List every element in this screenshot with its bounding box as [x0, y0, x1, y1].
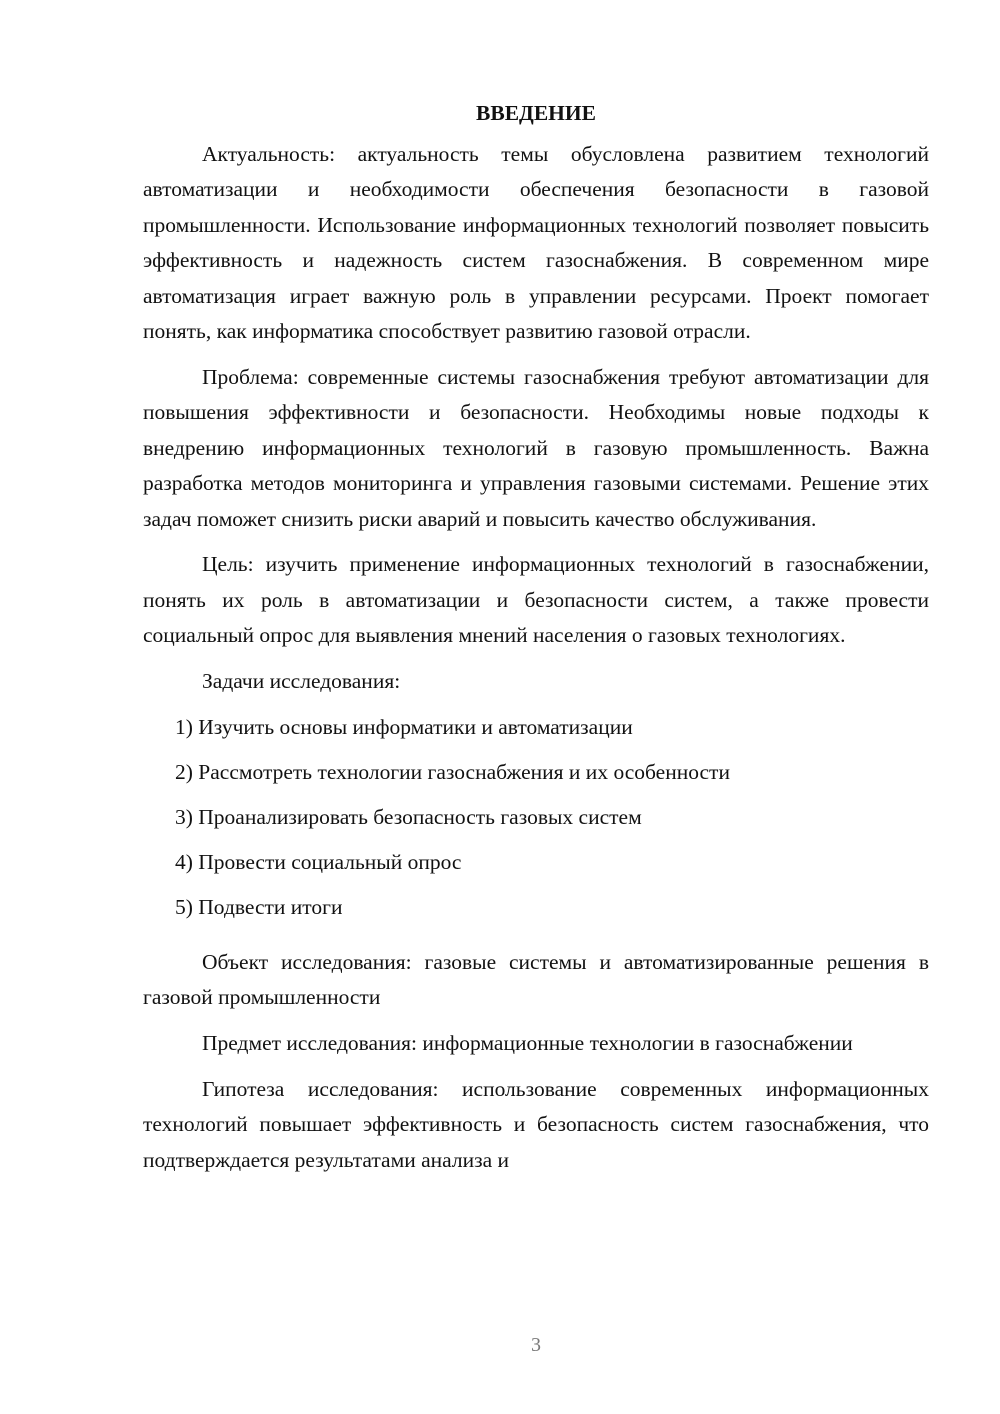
- page-content: [143, 96, 929, 1178]
- subject-paragraph: Предмет исследования: информационные технологии в газоснабжении: [202, 1030, 853, 1055]
- task-item-2: 2) Рассмотреть технологии газоснабжения и их особенности: [175, 759, 730, 784]
- page-number: 3: [531, 1334, 541, 1356]
- task-item-3: 3) Проанализировать безопасность газовых систем: [175, 804, 642, 829]
- tasks-list: [143, 710, 929, 935]
- object-paragraph: Объект исследования: газовые системы и автоматизированные решения в газовой промышленности: [143, 949, 929, 1009]
- relevance-paragraph: Актуальность: актуальность темы обусловлена развитием технологий автоматизации и необходимости обеспечения безопасности в газовой промышленности. Использование информационных технологий позволяет повысить эффективность и надежность систем газоснабжения. В современном мире автоматизация играет важную роль в управлении ресурсами. Проект помогает понять, как информатика способствует развитию газовой отрасли.: [143, 142, 929, 344]
- goal-paragraph: Цель: изучить применение информационных технологий в газоснабжении, понять их роль в автоматизации и безопасности систем, а также провести социальный опрос для выявления мнений населения о газовых технологиях.: [143, 552, 929, 648]
- task-item-5: 5) Подвести итоги: [175, 894, 343, 919]
- task-item-1: 1) Изучить основы информатики и автоматизации: [175, 714, 633, 739]
- hypothesis-paragraph: Гипотеза исследования: использование современных информационных технологий повышает эффективность и безопасность систем газоснабжения, что подтверждается результатами анализа и: [143, 1076, 929, 1172]
- task-item-4: 4) Провести социальный опрос: [175, 849, 462, 874]
- problem-paragraph: Проблема: современные системы газоснабжения требуют автоматизации для повышения эффективности и безопасности. Необходимы новые подходы к внедрению информационных технологий в газовую промышленность. Важна разработка методов мониторинга и управления газовыми системами. Решение этих задач поможет снизить риски аварий и повысить качество обслуживания.: [143, 364, 929, 531]
- page-title: ВВЕДЕНИЕ: [476, 101, 596, 125]
- tasks-heading: Задачи исследования:: [202, 669, 401, 694]
